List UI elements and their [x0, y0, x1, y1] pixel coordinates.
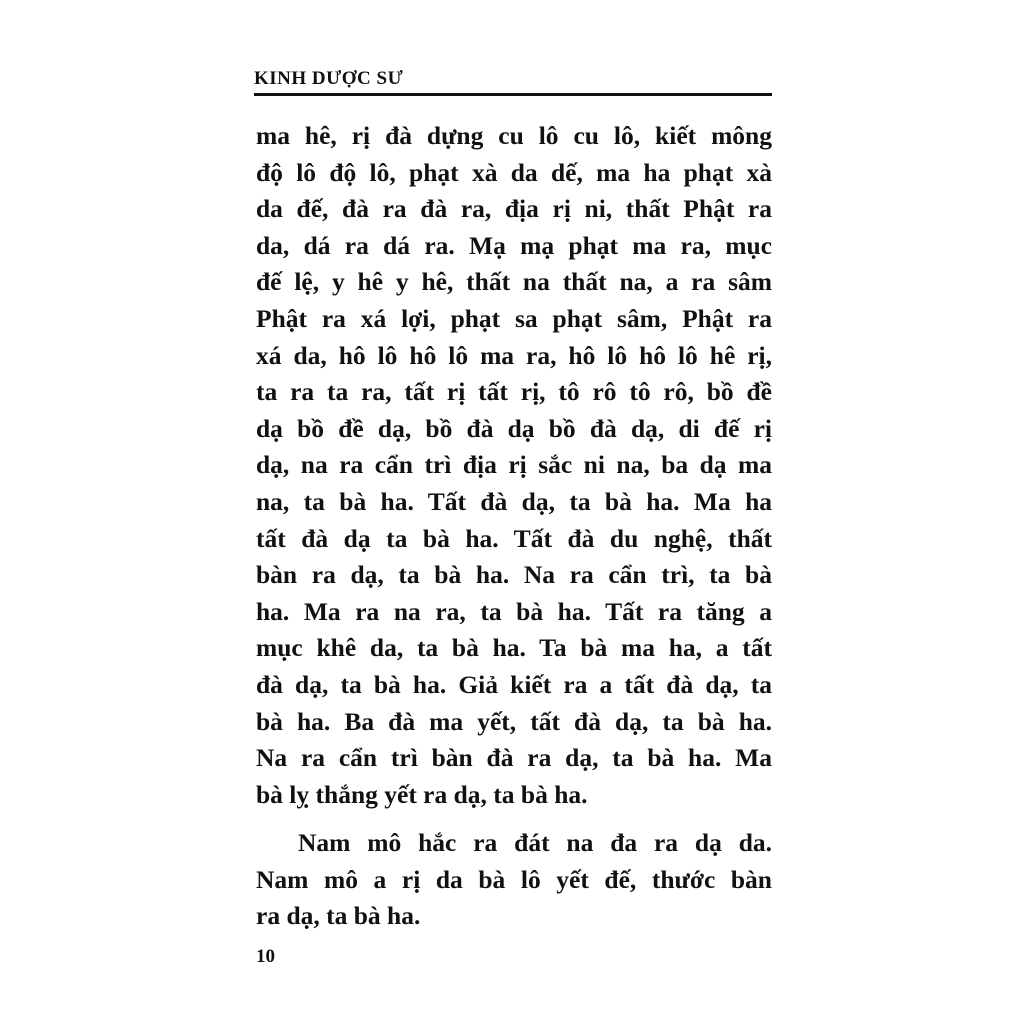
text-line: dạ bồ đề dạ, bồ đà dạ bồ đà dạ, di đế rị — [256, 413, 772, 443]
text-line: na, ta bà ha. Tất đà dạ, ta bà ha. Ma ha — [256, 486, 772, 516]
paragraph-1 — [256, 118, 772, 813]
text-line: xá da, hô lô hô lô ma ra, hô lô hô lô hê rị, — [256, 340, 772, 370]
text-line: bà ha. Ba đà ma yết, tất đà dạ, ta bà ha. — [256, 706, 772, 736]
text-line: Nam mô a rị da bà lô yết đế, thước bàn — [256, 864, 772, 894]
text-line: dạ, na ra cẩn trì địa rị sắc ni na, ba dạ ma — [256, 450, 772, 480]
paragraph-2 — [256, 825, 772, 935]
text-line: bà lỵ thắng yết ra dạ, ta bà ha. — [256, 779, 588, 809]
text-line: da đế, đà ra đà ra, địa rị ni, thất Phật ra — [256, 194, 772, 224]
page-number: 10 — [256, 946, 275, 967]
text-line: Nam mô hắc ra đát na đa ra dạ da. — [298, 828, 772, 858]
text-line: ta ra ta ra, tất rị tất rị, tô rô tô rô, bồ đề — [256, 377, 772, 407]
text-line: Na ra cẩn trì bàn đà ra dạ, ta bà ha. Ma — [256, 743, 772, 773]
text-line: độ lô độ lô, phạt xà da dế, ma ha phạt xà — [256, 157, 772, 187]
header-rule — [254, 93, 772, 96]
text-line: Phật ra xá lợi, phạt sa phạt sâm, Phật ra — [256, 303, 772, 333]
text-line: bàn ra dạ, ta bà ha. Na ra cẩn trì, ta bà — [256, 560, 772, 590]
text-line: ra dạ, ta bà ha. — [256, 901, 421, 931]
text-line: mục khê da, ta bà ha. Ta bà ma ha, a tất — [256, 633, 772, 663]
paragraph-gap — [256, 813, 772, 825]
text-line: đế lệ, y hê y hê, thất na thất na, a ra sâm — [256, 267, 772, 297]
running-header: KINH DƯỢC SƯ — [254, 68, 404, 89]
text-line: ma hê, rị đà dựng cu lô cu lô, kiết mông — [256, 121, 772, 150]
text-line: đà dạ, ta bà ha. Giả kiết ra a tất đà dạ, ta — [256, 669, 772, 699]
text-line: ha. Ma ra na ra, ta bà ha. Tất ra tăng a — [256, 596, 772, 626]
text-line: da, dá ra dá ra. Mạ mạ phạt ma ra, mục — [256, 230, 772, 260]
text-line: tất đà dạ ta bà ha. Tất đà du nghệ, thất — [256, 523, 772, 553]
body-text — [256, 118, 772, 935]
